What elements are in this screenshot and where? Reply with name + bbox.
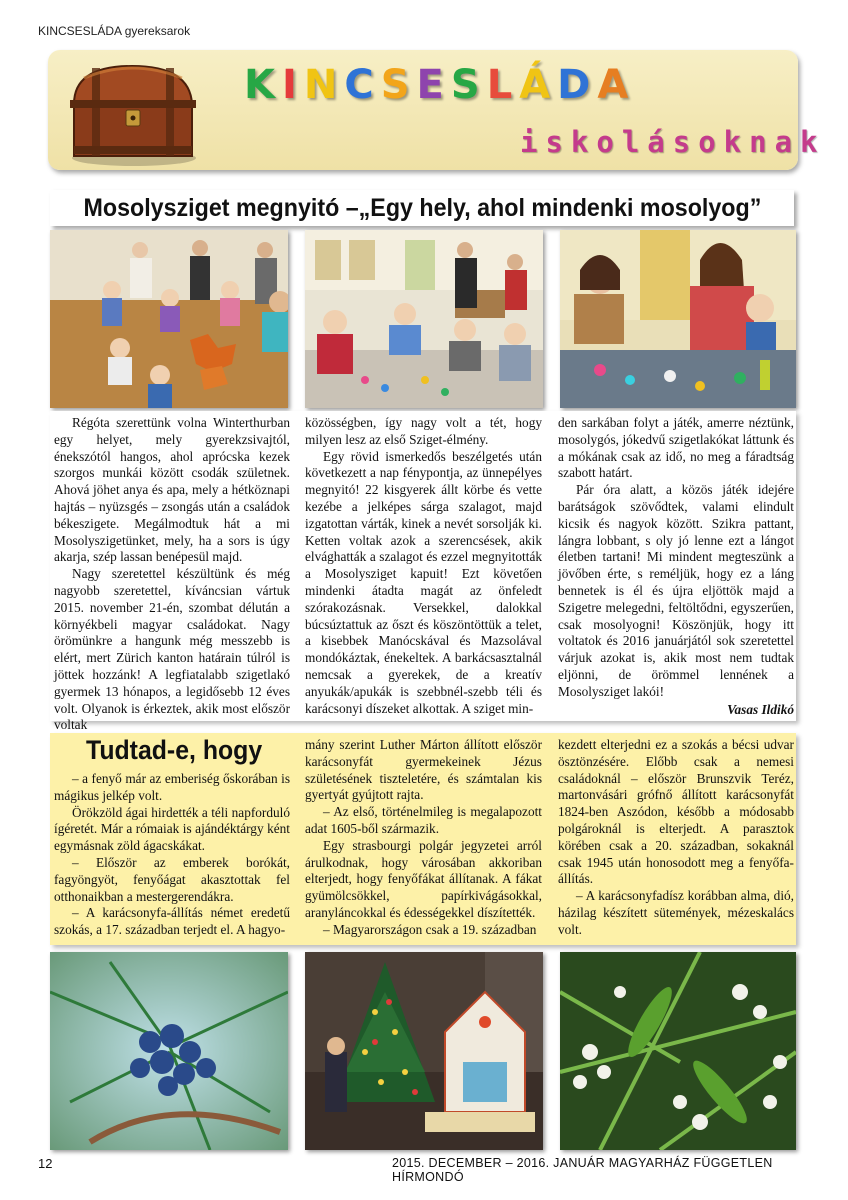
paragraph: Egy strasbourgi polgár jegyzetei arról árulkodnak, hogy városában akkoriban elterjedt, hogy fenyőfákat állítanak. A fákat gyümölcsökkel, papírkivágásokkal, aranyláncokkal és édességekkel díszítették. (305, 837, 542, 920)
paragraph: – A karácsonyfadísz korábban alma, dió, házilag készített sütemények, mézeskalács volt. (558, 888, 794, 937)
did-you-know-column-3 (558, 737, 794, 939)
title-letter: E (416, 62, 451, 108)
did-you-know-column-2 (305, 737, 542, 939)
title-letter: S (450, 62, 487, 108)
section-kicker: KINCSESLÁDA gyereksarok (38, 24, 191, 38)
photo-mother-and-child-crafting (560, 230, 796, 408)
title-letter: A (597, 62, 636, 108)
paragraph: den sarkában folyt a játék, amerre néztünk, mosolygós, jókedvű szigetlakókat láttunk és a mókának csak az idő, no meg a fáradtság szabott határt. (558, 415, 794, 481)
article-column-2 (305, 415, 542, 717)
title-letter: Á (519, 62, 558, 108)
paragraph: kezdett elterjedni ez a szokás a bécsi udvar ösztönzésére. Előbb csak a nemesi családoknál – először Brunszvik Teréz, martonvásári grófnő állított karácsonyfát 1824-ben Aszódon, később a módosabb polgároknál is elterjedt. A parasztok körében csak a 20. században, sokaknál csak 1945 után honosodott meg a fenyőfa-állítás. (558, 737, 794, 887)
paragraph: mány szerint Luther Márton állított először karácsonyfát gyermekeinek Jézus születésének tiszteletére, és számtalan kis gyertyát gyújtott rajta. (305, 737, 542, 803)
title-letter: N (303, 62, 345, 108)
paragraph: – Először az emberek borókát, fagyöngyöt, fenyőágat akasztottak fel otthonaikban a mestergerendákra. (54, 854, 290, 904)
photo-christmas-tree (305, 952, 543, 1150)
photo-juniper-berries (50, 952, 288, 1150)
title-letter: C (344, 62, 381, 108)
title-letter: I (282, 62, 304, 108)
article-column-1 (54, 415, 290, 734)
paragraph: – Magyarországon csak a 19. században (323, 921, 537, 937)
article-column-3 (558, 415, 794, 718)
magazine-title (244, 62, 635, 108)
magazine-subtitle: iskolásoknak (520, 125, 826, 159)
article-headline-box (50, 190, 794, 226)
photo-mistletoe (560, 952, 796, 1150)
title-letter: K (244, 62, 282, 108)
did-you-know-title: Tudtad-e, hogy (86, 735, 263, 765)
paragraph: Nagy szeretettel készültünk és még nagyobb szeretettel, kíváncsian vártuk 2015. november 21-én, szombat délután a környékbeli magyar családokat. Nagy örömünkre a hangunk még messzebb is elért, mert Zürich kanton határain túlról is jöttek hozzánk! A legfiatalabb szigetlakó gyermek 13 hónapos, a legidősebb 12 éves volt. Olyanok is érkeztek, akik most először voltak (54, 566, 290, 733)
paragraph: – Az első, történelmileg is megalapozott adat 1605-ből származik. (305, 804, 542, 836)
paragraph: Örökzöld ágai hirdették a téli napforduló ígéretét. Már a rómaiak is ajándéktárgy ként egymásnak zöld ágacskákat. (54, 804, 290, 854)
paragraph: – a fenyő már az emberiség őskorában is mágikus jelkép volt. (54, 771, 290, 803)
paragraph: – A karácsonyfa-állítás német eredetű szokás, a 17. században terjedt el. A hagyo- (54, 905, 290, 938)
author-signature: Vasas Ildikó (727, 701, 794, 717)
page-number: 12 (38, 1156, 53, 1171)
article-headline: Mosolysziget megnyitó –„Egy hely, ahol mindenki mosolyog” (83, 193, 761, 222)
paragraph: Régóta szerettünk volna Winterthurban egy helyet, mely gyerekzsivajtól, énekszótól hangos, ahol aprócska kezek szorgos munkái között csodák születnek. Ahová jöhet anya és apa, mely a hétköznapi hajtás – nyüzsgés – zsongás után a családok békeszigete. Megálmodtuk hát a mi Mosolyszigetünket, mely, ha a sors is úgy akarja, szép lassan benépesül majd. (54, 415, 290, 565)
photo-children-playing (50, 230, 288, 408)
title-letter: D (557, 62, 598, 108)
did-you-know-column-1 (54, 771, 290, 939)
title-letter: S (380, 62, 417, 108)
paragraph: Egy rövid ismerkedős beszélgetés után következett a nap fénypontja, az ünnepélyes megnyitó! 22 kisgyerek állt körbe és vette kezébe a jelképes sárga szalagot, majd izgatottan várták, kinek a nevét sorsolják ki. Ketten voltak azok a szerencsések, akik elvághatták a szalagot és ezzel megnyitották a Mosolysziget kapuit! Ezt követően mindenki átadta magát az önfeledt szórakozásnak. Versekkel, dalokkal búcsúztattuk az őszt és köszöntöttük a telet, a kisebbek Manócskával és Mazsolával mondókáztak, énekeltek. A barkácsasztalnál nemcsak a gyerekek, de a kreatív anyukák/apukák is szebbnél-szebb téli és karácsonyi díszeket alkottak. A sziget min- (305, 448, 542, 716)
photo-craft-table (305, 230, 543, 408)
paragraph: Pár óra alatt, a közös játék idejére barátságok szövődtek, valami elindult kicsik és nagyok között. Szikra pattant, lángra lobbant, s oly jó lenne ezt a lángot életben tartani! Mi mindent megteszünk a jövőben érte, s reméljük, hogy ez a láng bennetek is él és újra eljöttök majd a Szigetre melegedni, feltöltődni, egyszerűen, csak mosolyogni! Köszönjük, hogy itt voltatok és 2016 januárjától sok szeretettel várjuk azokat is, akik most nem tudtak eljönni, de örömmel lennének a Mosolysziget lakói! (558, 482, 794, 699)
issue-footer: 2015. DECEMBER – 2016. JANUÁR MAGYARHÁZ FÜGGETLEN HÍRMONDÓ (392, 1156, 773, 1184)
treasure-chest-image (62, 58, 202, 168)
paragraph: közösségben, így nagy volt a tét, hogy milyen lesz az első Sziget-élmény. (305, 415, 542, 447)
title-letter: L (486, 62, 520, 108)
